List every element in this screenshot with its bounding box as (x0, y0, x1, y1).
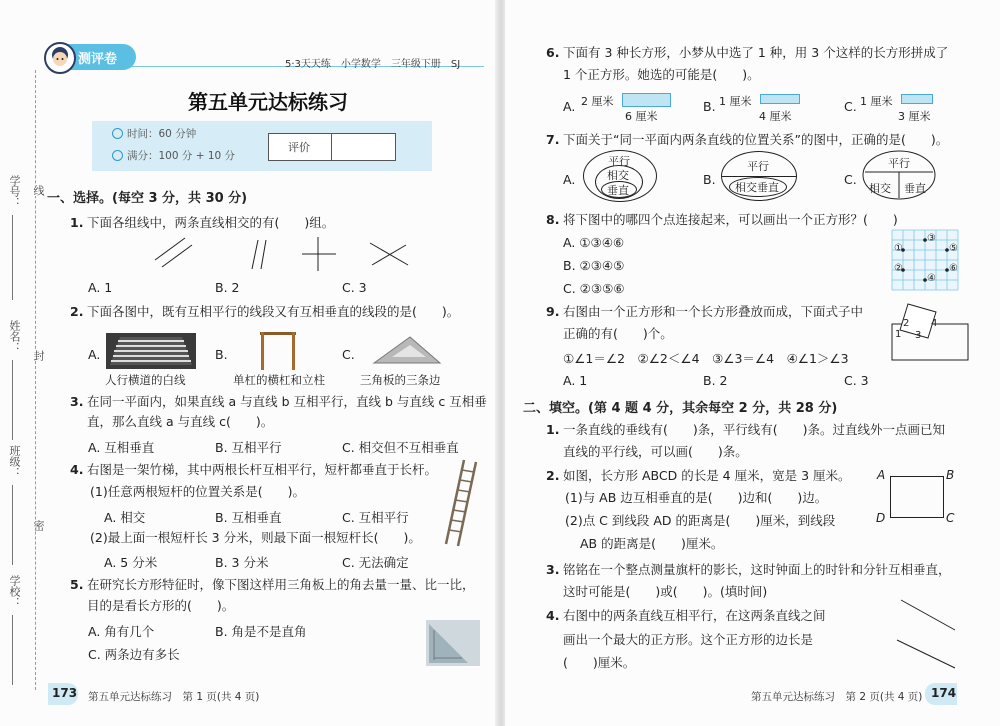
q8-point-4: ④ (927, 273, 936, 284)
q7b-xiangjiao-chuizhi (735, 179, 779, 195)
side-mi: 密 (32, 520, 45, 531)
f2-rectangle-abcd (890, 476, 944, 518)
q6-line1: 下面有 3 种长方形，小梦从中选了 1 种，用 3 个这样的长方形拼成了 (563, 45, 949, 60)
q8-option-a[interactable]: A. ①③④⑥ (563, 235, 625, 250)
q7b-xiangjiao: 相交 (735, 181, 757, 194)
q3-option-b[interactable]: B. 互相平行 (215, 440, 282, 455)
q9-angle-2: 2 (903, 318, 910, 329)
side-xuexiao: 学校： (8, 575, 21, 608)
right-footer-text: 第五单元达标练习 第 2 页(共 4 页) (751, 691, 923, 703)
f2-label-b: B (946, 468, 955, 482)
q9-option-c[interactable]: C. 3 (844, 373, 869, 388)
q3-option-a[interactable]: A. 互相垂直 (88, 440, 155, 455)
q6c-length-label: 3 厘米 (898, 110, 931, 123)
kid-avatar-icon (44, 42, 76, 74)
q7c-pingxing: 平行 (888, 157, 910, 170)
q6-number: 6. (546, 45, 560, 60)
q1-option-c[interactable]: C. 3 (342, 280, 367, 295)
rectangle-triangle-image (426, 620, 480, 666)
q4-text: 右图是一架竹梯，其中两根长杆互相平行，短杆都垂直于长杆。 (87, 462, 438, 477)
eval-divider (331, 133, 332, 161)
q7a-pingxing: 平行 (608, 155, 630, 168)
q3-number: 3. (70, 394, 84, 409)
q1-number: 1. (70, 215, 84, 230)
f2-line2: (1)与 AB 边互相垂直的是( )边和( )边。 (565, 490, 828, 505)
q7b-pingxing: 平行 (747, 160, 769, 173)
q4-sub1-option-c[interactable]: C. 互相平行 (342, 510, 409, 525)
q9-angle-4: 4 (931, 318, 938, 329)
q6b-rectangle (760, 94, 800, 104)
f4-line3: ( )厘米。 (563, 655, 636, 670)
q2-caption-c: 三角板的三条边 (360, 373, 441, 387)
q2-option-a[interactable]: A. (88, 347, 101, 362)
f3-number: 3. (546, 562, 560, 577)
q4-sub2-option-a[interactable]: A. 5 分米 (104, 555, 158, 570)
q5-option-b[interactable]: B. 角是不是直角 (215, 624, 307, 639)
q7a-xiangjiao: 相交 (607, 169, 629, 182)
q9-line2: 正确的有( )个。 (563, 326, 673, 341)
page-title: 第五单元达标练习 (188, 90, 348, 114)
q8-point-5: ⑤ (949, 243, 958, 254)
q4-sub1-option-b[interactable]: B. 互相垂直 (215, 510, 282, 525)
q6b-width-label: 1 厘米 (719, 95, 752, 108)
set-square-image (372, 335, 442, 365)
q9-option-a[interactable]: A. 1 (563, 373, 588, 388)
section2-title: 二、填空。(第 4 题 4 分，其余每空 2 分，共 28 分) (523, 401, 838, 416)
q5-number: 5. (70, 577, 84, 592)
q6-option-a[interactable]: A. (563, 99, 576, 114)
q9-angle-3: 3 (915, 330, 922, 341)
q2-number: 2. (70, 304, 84, 319)
q4-sub2: (2)最上面一根短杆长 3 分米，则最下面一根短杆长( )。 (90, 530, 421, 545)
q2-text: 下面各图中，既有互相平行的线段又有互相垂直的线段的是( )。 (87, 304, 460, 319)
q8-point-3: ③ (927, 233, 936, 244)
f4-number: 4. (546, 608, 560, 623)
q8-option-c[interactable]: C. ②③⑤⑥ (563, 281, 625, 296)
q7-option-b[interactable]: B. (703, 172, 716, 187)
q7c-chuizhi: 垂直 (904, 182, 926, 195)
horizontal-bar-image (258, 330, 298, 370)
q2-caption-a: 人行横道的白线 (105, 373, 186, 387)
time-text: 时间：60 分钟 (127, 128, 197, 140)
q1-text: 下面各组线中，两条直线相交的有( )组。 (87, 215, 335, 230)
q4-number: 4. (70, 462, 84, 477)
f3-line1: 铭铭在一个整点测量旗杆的影长，这时钟面上的时针和分针互相垂直， (563, 562, 951, 577)
q7-option-c[interactable]: C. (844, 172, 857, 187)
f4-line1: 右图中的两条直线互相平行，在这两条直线之间 (563, 608, 826, 623)
binding-dashed-line (35, 70, 36, 690)
q8-point-6: ⑥ (949, 263, 958, 274)
q3-option-c[interactable]: C. 相交但不互相垂直 (342, 440, 459, 455)
xuexiao-underline (12, 615, 13, 685)
f2-label-d: D (876, 511, 886, 525)
q9-number: 9. (546, 304, 560, 319)
q3-line2: 直，那么直线 a 与直线 c( )。 (87, 414, 274, 429)
q7c-xiangjiao: 相交 (869, 182, 891, 195)
q9-square-rectangle-figure (890, 300, 970, 362)
f2-line1: 如图，长方形 ABCD 的长是 4 厘米，宽是 3 厘米。 (563, 468, 851, 483)
left-footer-text: 第五单元达标练习 第 1 页(共 4 页) (88, 691, 260, 703)
f1-line2: 直线的平行线，可以画( )条。 (563, 444, 748, 459)
q7b-chuizhi: 垂直 (757, 181, 779, 194)
left-page-number: 173 (52, 686, 78, 700)
f2-line4: AB 的距离是( )厘米。 (580, 536, 724, 551)
q8-grid-figure (892, 230, 958, 290)
q5-option-a[interactable]: A. 角有几个 (88, 624, 155, 639)
q8-text: 将下图中的哪四个点连接起来，可以画出一个正方形？( ) (563, 212, 898, 227)
q3-line1: 在同一平面内，如果直线 a 与直线 b 互相平行，直线 b 与直线 c 互相垂 (87, 394, 487, 409)
q7-number: 7. (546, 132, 560, 147)
crosswalk-image (106, 333, 196, 369)
q1-option-b[interactable]: B. 2 (215, 280, 240, 295)
q8-point-1: ① (894, 243, 903, 254)
q6a-length-label: 6 厘米 (625, 110, 658, 123)
q9-angle-1: 1 (895, 329, 902, 340)
q9-expressions: ①∠1＝∠2 ②∠2＜∠4 ③∠3＝∠4 ④∠1＞∠3 (563, 351, 849, 366)
q6b-length-label: 4 厘米 (759, 110, 792, 123)
q1-option-a[interactable]: A. 1 (88, 280, 113, 295)
q2-option-b[interactable]: B. (215, 347, 228, 362)
q4-sub1-option-a[interactable]: A. 相交 (104, 510, 146, 525)
q8-number: 8. (546, 212, 560, 227)
f2-label-c: C (946, 511, 955, 525)
q8-point-2: ② (894, 263, 903, 274)
right-page (505, 0, 1000, 726)
right-page-number: 174 (931, 686, 957, 700)
q6a-rectangle (622, 93, 671, 107)
side-xingming: 姓名： (8, 320, 21, 353)
clock-icon (112, 128, 123, 139)
q1-lines-figure (150, 235, 410, 275)
q5-line1: 在研究长方形特征时，像下图这样用三角板上的角去量一量、比一比， (87, 577, 475, 592)
side-xuehao: 学号： (8, 175, 21, 208)
q4-sub1: (1)任意两根短杆的位置关系是( )。 (90, 484, 305, 499)
q2-caption-b: 单杠的横杠和立柱 (233, 373, 325, 387)
xuehao-underline (12, 215, 13, 300)
q6-option-b[interactable]: B. (703, 99, 716, 114)
f3-line2: 这时可能是( )或( )。(填时间) (563, 584, 768, 599)
q7-option-a[interactable]: A. (563, 172, 576, 187)
f4-line2: 画出一个最大的正方形。这个正方形的边长是 (563, 632, 814, 647)
f2-label-a: A (877, 468, 886, 482)
q6-line2: 1 个正方形。她选的可能是( )。 (563, 67, 760, 82)
q6c-width-label: 1 厘米 (860, 95, 893, 108)
q4-sub2-option-b[interactable]: B. 3 分米 (215, 555, 269, 570)
side-banji: 班级： (8, 445, 21, 478)
side-xian: 线 (32, 185, 45, 196)
banji-underline (12, 485, 13, 565)
f2-line3: (2)点 C 到线段 AD 的距离是( )厘米，到线段 (565, 513, 836, 528)
q6a-width-label: 2 厘米 (581, 95, 614, 108)
f1-number: 1. (546, 422, 560, 437)
q7a-chuizhi: 垂直 (607, 184, 629, 197)
f2-number: 2. (546, 468, 560, 483)
q9-option-b[interactable]: B. 2 (703, 373, 728, 388)
q7-text: 下面关于“同一平面内两条直线的位置关系”的图中，正确的是( )。 (563, 132, 949, 147)
side-feng: 封 (32, 350, 45, 361)
badge-label: 测评卷 (78, 52, 118, 67)
q4-sub2-option-c[interactable]: C. 无法确定 (342, 555, 409, 570)
q5-option-c[interactable]: C. 两条边有多长 (88, 647, 180, 662)
q8-option-b[interactable]: B. ②③④⑤ (563, 258, 625, 273)
bamboo-ladder-image (440, 458, 480, 548)
f4-parallel-lines-figure (897, 596, 967, 666)
xingming-underline (12, 360, 13, 440)
f1-line1: 一条直线的垂线有( )条，平行线有( )条。过直线外一点画已知 (563, 422, 946, 437)
section1-title: 一、选择。(每空 3 分，共 30 分) (47, 191, 248, 206)
q2-option-c[interactable]: C. (342, 347, 355, 362)
score-text: 满分：100 分 + 10 分 (127, 150, 236, 162)
q9-line1: 右图由一个正方形和一个长方形叠放而成，下面式子中 (563, 304, 864, 319)
q5-line2: 目的是看长方形的( )。 (87, 598, 235, 613)
header-meta: 5·3天天练 小学数学 三年级下册 SJ (285, 59, 461, 70)
q6c-rectangle (901, 94, 933, 104)
check-icon (112, 150, 123, 161)
eval-label: 评价 (288, 141, 310, 154)
q6-option-c[interactable]: C. (844, 99, 857, 114)
